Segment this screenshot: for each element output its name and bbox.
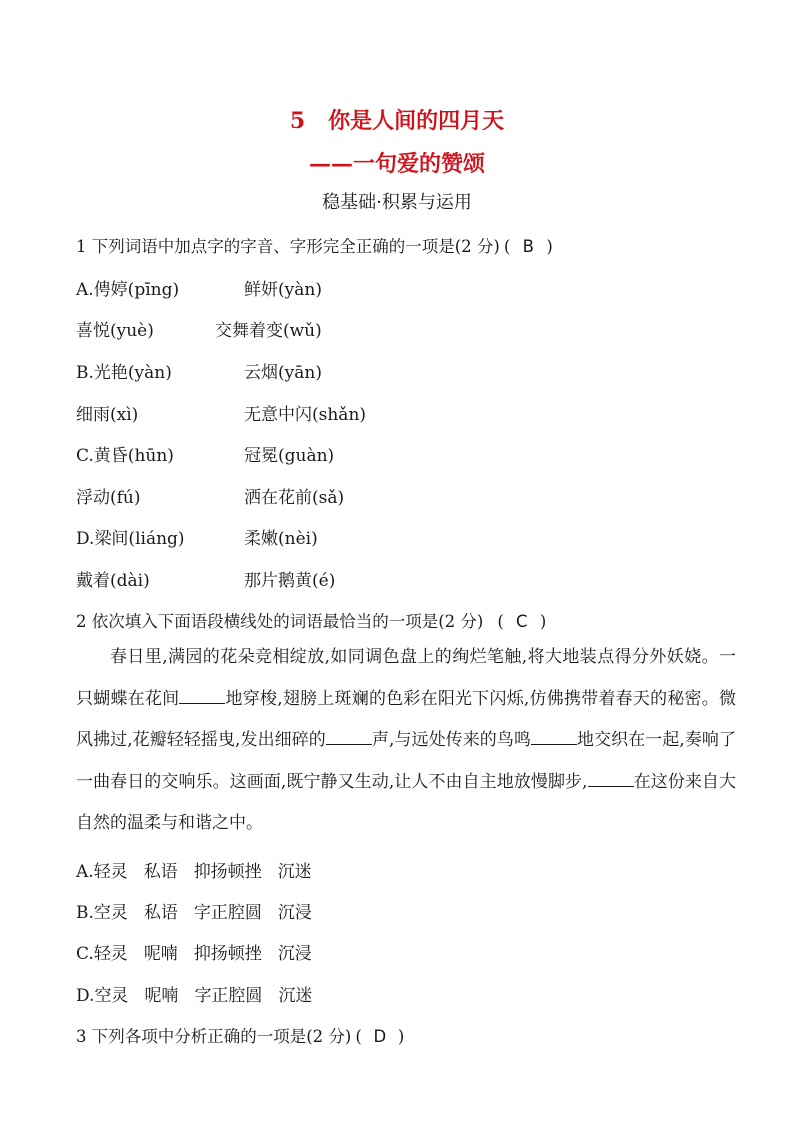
question-2-passage: 春日里,满园的花朵竞相绽放,如同调色盘上的绚烂笔触,将大地装点得分外妖娆。一只蝴蝶在花间 地穿梭,翅膀上斑斓的色彩在阳光下闪烁,仿佛携带着春天的秘密。微风拂过,花瓣轻轻摇曳,发出细碎的 声,与远处传来的鸟鸣 地交织在一起,奏响了一曲春日的交响乐。这画面,既宁静又生动,让人不由自主地放慢脚步, 在这份来自大自然的温柔与和谐之中。 bbox=[76, 647, 736, 833]
lesson-title-text: 你是人间的四月天 bbox=[328, 108, 505, 134]
question-2-stem: 2 依次填入下面语段横线处的词语最恰当的一项是(2 分) ( C ) bbox=[76, 612, 547, 631]
lesson-subtitle: ——一句爱的赞颂 bbox=[308, 151, 485, 177]
fill-blank-1[interactable] bbox=[179, 687, 225, 704]
q2-option-b: B.空灵 私语 字正腔圆 沉浸 bbox=[76, 903, 312, 923]
q2-option-d: D.空灵 呢喃 字正腔圆 沉迷 bbox=[76, 986, 313, 1006]
q1-option-c-row-1: C.黄昏(hūn) 冠冕(guàn) bbox=[76, 446, 335, 466]
section-heading: 稳基础·积累与运用 bbox=[322, 192, 472, 213]
lesson-number: 5 bbox=[289, 108, 306, 134]
question-2-answer: ( C ) bbox=[497, 612, 547, 631]
q2-option-a: A.轻灵 私语 抑扬顿挫 沉迷 bbox=[76, 862, 312, 882]
q1-option-b-row-1: B.光艳(yàn) 云烟(yān) bbox=[76, 363, 322, 383]
q1-option-c-row-2: 浮动(fú) 洒在花前(sǎ) bbox=[76, 488, 345, 508]
question-1-answer: ( B ) bbox=[503, 237, 553, 256]
question-3-stem: 3 下列各项中分析正确的一项是(2 分) ( D ) bbox=[76, 1027, 405, 1046]
fill-blank-2[interactable] bbox=[326, 728, 372, 745]
fill-blank-4[interactable] bbox=[588, 770, 634, 787]
question-3-answer: ( D ) bbox=[355, 1027, 405, 1046]
q2-option-c: C.轻灵 呢喃 抑扬顿挫 沉浸 bbox=[76, 944, 312, 964]
q1-option-d-row-2: 戴着(dài) 那片鹅黄(é) bbox=[76, 571, 336, 591]
q1-option-a-row-2: 喜悦(yuè) 交舞着变(wǔ) bbox=[76, 321, 322, 341]
fill-blank-3[interactable] bbox=[531, 728, 577, 745]
q1-option-b-row-2: 细雨(xì) 无意中闪(shǎn) bbox=[76, 405, 367, 425]
q1-option-d-row-1: D.梁间(liáng) 柔嫩(nèi) bbox=[76, 529, 318, 549]
lesson-title bbox=[0, 104, 794, 135]
question-1-stem: 1 下列词语中加点字的字音、字形完全正确的一项是(2 分) ( B ) bbox=[76, 237, 553, 256]
q1-option-a-row-1: A.俜婷(pīng) 鲜妍(yàn) bbox=[76, 280, 322, 300]
